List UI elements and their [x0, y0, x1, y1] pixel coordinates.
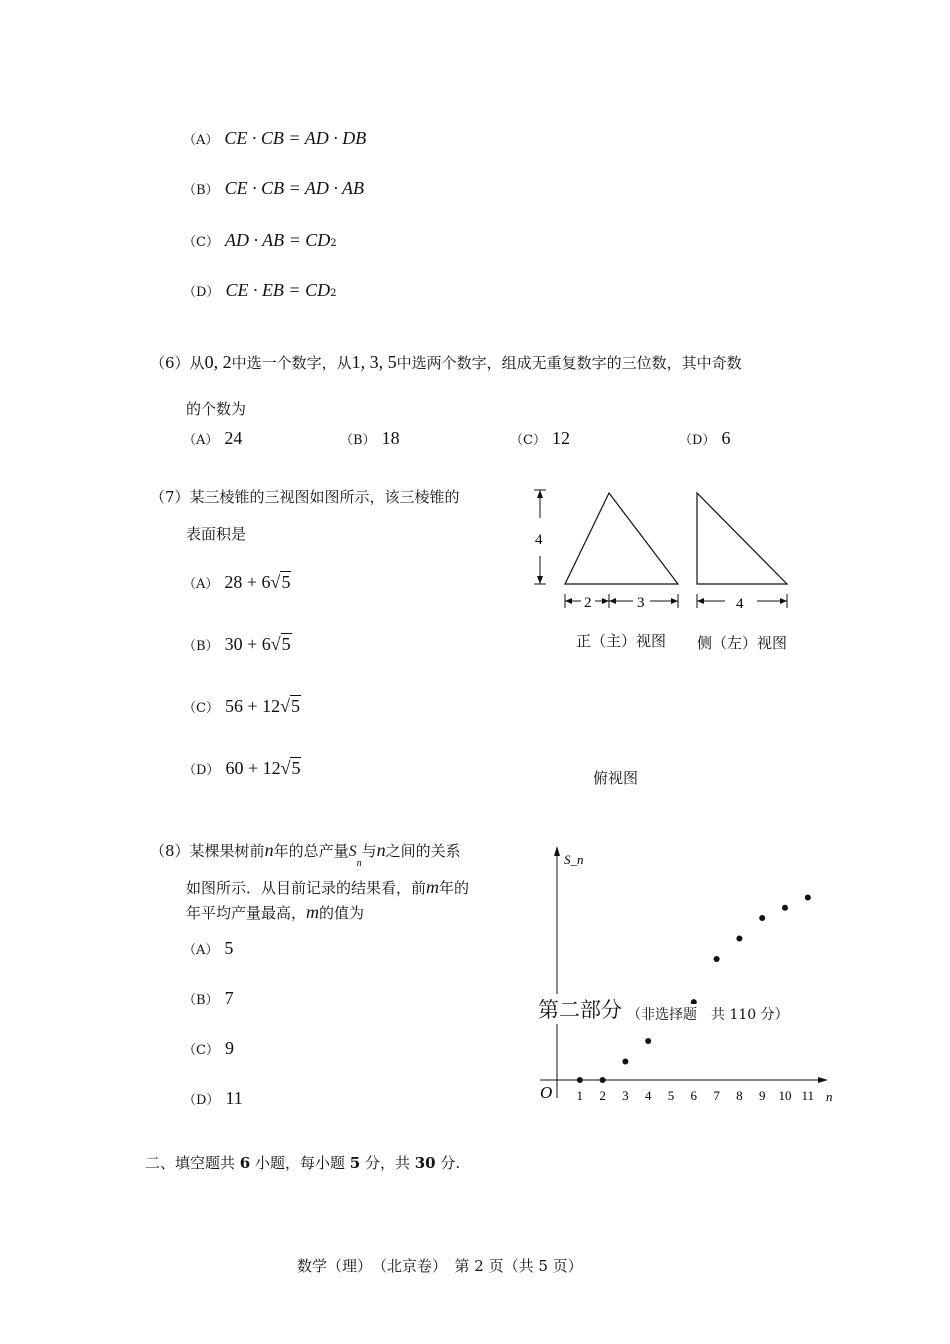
part2-count: 6	[239, 1154, 251, 1172]
x-tick-label: 5	[667, 1088, 675, 1103]
x-tick-label: 6	[690, 1088, 698, 1103]
option-value: 56 + 12	[224, 696, 281, 716]
data-point	[759, 915, 765, 921]
q8-option-c	[183, 1038, 234, 1059]
q6-option-b	[340, 428, 400, 449]
x-tick-label: 4	[644, 1088, 652, 1103]
option-expression: CE · CB = AD · AB	[224, 178, 365, 198]
part2-points-each: 5	[349, 1154, 361, 1172]
y-axis-arrow-icon	[554, 846, 560, 856]
q7-option-d	[183, 758, 301, 779]
sqrt-symbol: √5	[280, 758, 301, 778]
option-value: 24	[224, 428, 243, 448]
q5-option-b	[183, 178, 364, 199]
option-label: （A）	[183, 133, 219, 148]
var-n: n	[376, 840, 386, 860]
q8-text-1c: 与	[361, 842, 377, 860]
option-value: 7	[224, 988, 234, 1008]
x-tick-label: 7	[713, 1088, 720, 1103]
option-label: （C）	[510, 433, 546, 448]
question-number: （8）	[150, 842, 190, 860]
q6-option-a	[183, 428, 242, 449]
option-label: （A）	[183, 577, 219, 592]
q7-stem-line2: 表面积是	[186, 525, 247, 543]
arrow-left-icon	[565, 598, 572, 604]
q5-option-d	[183, 280, 336, 301]
radicand: 5	[281, 634, 291, 654]
option-expression: AD · AB = CD	[224, 230, 331, 250]
q7-option-a	[183, 572, 291, 593]
data-point	[622, 1059, 628, 1065]
option-superscript: 2	[330, 238, 337, 249]
q7-option-c	[183, 696, 301, 717]
data-point	[805, 895, 811, 901]
option-label: （C）	[183, 701, 219, 716]
option-expression: CE · CB = AD · DB	[224, 128, 367, 148]
part2-points-total: 30	[414, 1154, 436, 1172]
q6-stem	[150, 352, 742, 373]
q6-text-3: 中选两个数字，组成无重复数字的三位数，其中奇数	[396, 354, 742, 372]
arrow-left-icon	[609, 598, 616, 604]
x-tick-labels	[577, 1088, 815, 1103]
q6-option-c	[510, 428, 570, 449]
top-view-caption: 俯视图	[593, 769, 639, 787]
option-label: （C）	[183, 1043, 219, 1058]
x-axis-arrow-icon	[818, 1077, 828, 1083]
sqrt-symbol: √5	[270, 634, 291, 654]
radicand: 5	[281, 572, 291, 592]
option-value: 60 + 12	[225, 758, 281, 778]
option-label: （B）	[340, 433, 376, 448]
var-n: n	[264, 840, 274, 860]
x-axis-label: n	[826, 1089, 833, 1104]
var-S: S	[348, 843, 357, 860]
option-label: （A）	[183, 943, 219, 958]
var-m: m	[306, 902, 320, 922]
data-point	[600, 1077, 606, 1083]
x-tick-label: 1	[576, 1088, 584, 1103]
question-number: （6）	[150, 354, 190, 372]
q8-stem	[150, 840, 461, 869]
sqrt-symbol: √5	[280, 696, 300, 716]
q7-stem	[150, 486, 460, 507]
q7-option-b	[183, 634, 292, 655]
q8-text-1d: 之间的关系	[385, 842, 461, 860]
page-footer: 数学（理） （北京卷） 第 2 页（共 5 页）	[297, 1257, 583, 1275]
q8-stem-line2	[186, 877, 469, 898]
option-value: 28 + 6	[224, 572, 271, 592]
side-view-caption: 侧（左）视图	[697, 634, 788, 652]
part2-heading	[145, 1152, 460, 1173]
data-point	[577, 1077, 583, 1083]
x-tick-label: 2	[599, 1088, 606, 1103]
side-width-label: 4	[736, 596, 744, 612]
var-m: m	[426, 877, 440, 897]
front-view-caption: 正（主）视图	[576, 632, 667, 650]
data-point	[714, 956, 720, 962]
option-value: 12	[551, 428, 570, 448]
arrow-down-icon	[537, 576, 543, 584]
q8-option-d	[183, 1088, 243, 1109]
q5-option-a	[183, 128, 366, 149]
q7-text-1: 某三棱锥的三视图如图所示，该三棱锥的	[189, 488, 460, 506]
option-value: 6	[721, 428, 731, 448]
q8-text-1b: 年的总产量	[273, 842, 349, 860]
option-label: （D）	[183, 1093, 220, 1108]
q6-text-2: 中选一个数字，从	[231, 354, 352, 372]
x-tick-label: 3	[622, 1088, 629, 1103]
option-label: （D）	[183, 285, 220, 300]
q6-set2: 1, 3, 5	[351, 352, 397, 372]
q8-text-2b: 年的	[439, 879, 470, 897]
option-label: （A）	[183, 433, 219, 448]
section2-title: 第二部分	[536, 994, 624, 1024]
option-value: 30 + 6	[224, 634, 271, 654]
question-number: （7）	[150, 488, 190, 506]
front-width-right-label: 3	[637, 595, 645, 611]
option-superscript: 2	[330, 288, 337, 299]
data-point	[736, 936, 742, 942]
front-width-left-label: 2	[584, 595, 592, 611]
data-point	[645, 1038, 651, 1044]
q6-option-d	[679, 428, 730, 449]
q8-option-b	[183, 988, 234, 1009]
part2-text-g: 分.	[435, 1154, 461, 1172]
side-view-triangle	[697, 493, 787, 584]
option-label: （B）	[183, 183, 219, 198]
arrow-up-icon	[537, 490, 543, 498]
x-tick-label: 8	[736, 1088, 743, 1103]
radicand: 5	[291, 758, 301, 778]
part2-text-a: 二、填空题共	[145, 1154, 240, 1172]
arrow-right-icon	[780, 598, 787, 604]
option-value: 9	[224, 1038, 234, 1058]
x-tick-label: 10	[778, 1088, 792, 1103]
height-label: 4	[535, 532, 543, 548]
q5-option-c	[183, 230, 337, 251]
data-point	[782, 905, 788, 911]
q8-text-3b: 的值为	[319, 904, 365, 922]
arrow-left-icon	[697, 598, 704, 604]
option-label: （B）	[183, 639, 219, 654]
data-points	[577, 895, 811, 1083]
y-axis-label: S_n	[564, 852, 584, 867]
option-label: （D）	[183, 763, 220, 778]
q8-stem-line3	[186, 902, 364, 923]
option-label: （D）	[679, 433, 716, 448]
option-expression: CE · EB = CD	[225, 280, 331, 300]
q8-text-3a: 年平均产量最高，	[186, 904, 307, 922]
arrow-right-icon	[671, 598, 678, 604]
radicand: 5	[291, 696, 300, 716]
section2-subtitle: （非选择题 共 110 分）	[625, 1004, 791, 1024]
var-S-subscript: n	[356, 858, 362, 869]
option-value: 11	[225, 1088, 243, 1108]
x-tick-label: 11	[801, 1088, 815, 1103]
front-view-triangle	[565, 493, 678, 584]
x-tick-label: 9	[758, 1088, 766, 1103]
q6-text-1: 从	[189, 354, 205, 372]
arrow-right-icon	[602, 598, 609, 604]
q8-text-2a: 如图所示．从目前记录的结果看，前	[186, 879, 427, 897]
option-label: （C）	[183, 235, 219, 250]
origin-label: O	[540, 1083, 553, 1102]
q8-option-a	[183, 938, 233, 959]
option-value: 5	[224, 938, 234, 958]
option-value: 18	[381, 428, 400, 448]
part2-text-c: 小题，每小题	[250, 1154, 350, 1172]
q8-scatter-chart	[530, 840, 850, 1110]
q8-text-1a: 某棵果树前	[189, 842, 265, 860]
q6-set1: 0, 2	[204, 352, 232, 372]
q6-stem-line2: 的个数为	[186, 400, 247, 418]
option-label: （B）	[183, 993, 219, 1008]
part2-text-e: 分，共	[360, 1154, 415, 1172]
sqrt-symbol: √5	[270, 572, 291, 592]
